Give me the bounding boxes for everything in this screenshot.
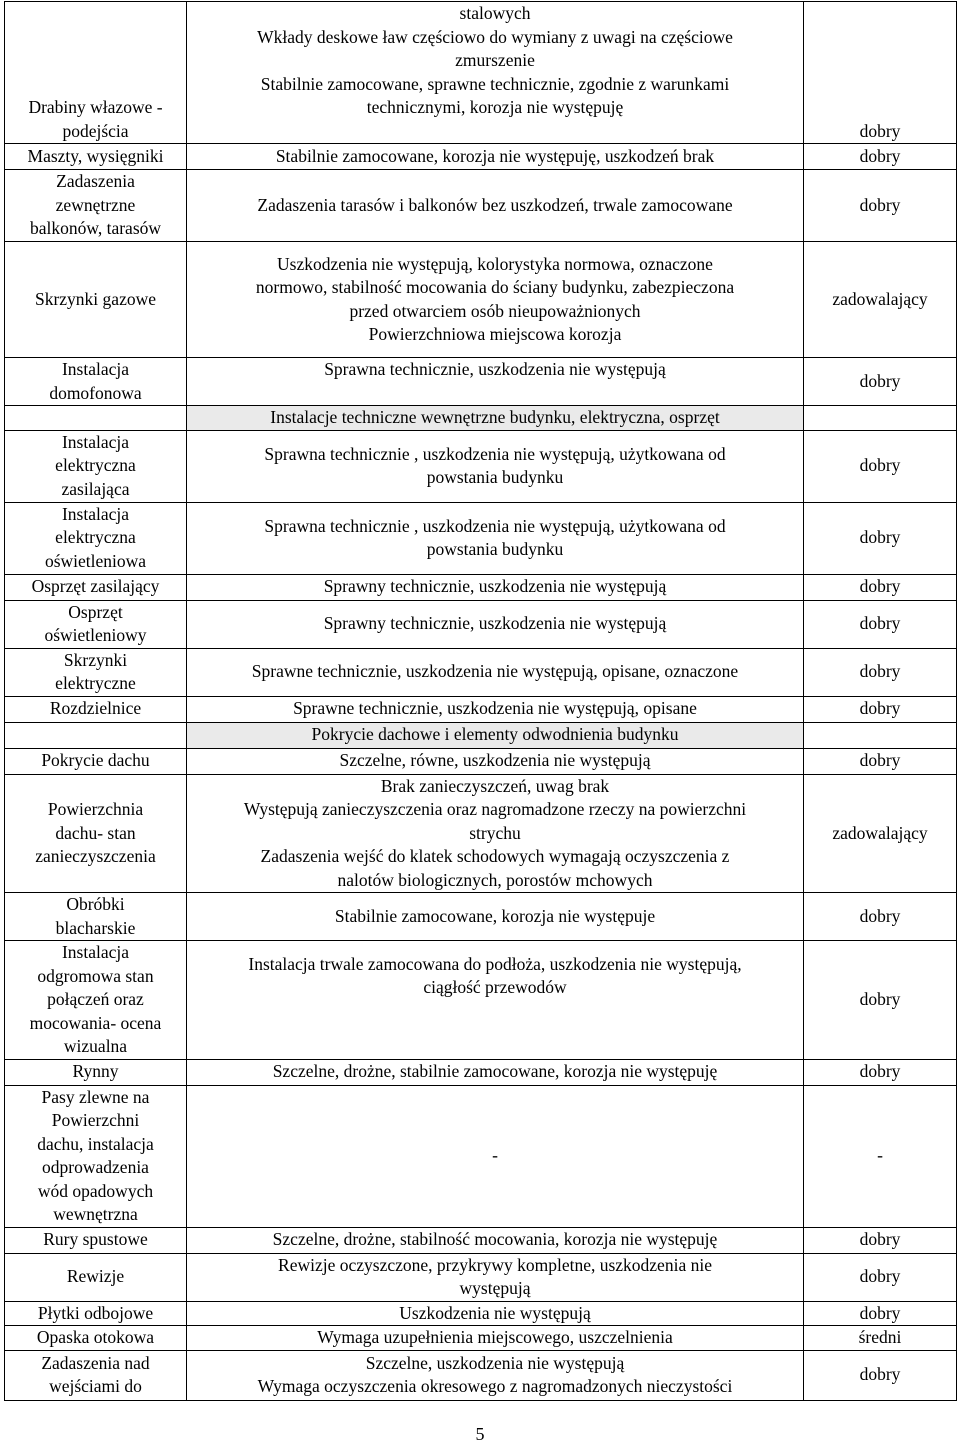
element-name-cell <box>5 2 187 144</box>
condition-description-line: Szczelne, uszkodzenia nie występują <box>365 1352 625 1373</box>
condition-rating-cell <box>804 696 957 722</box>
condition-description-line: technicznymi, korozja nie występuję <box>366 97 624 117</box>
element-name-line: Osprzęt zasilający <box>31 576 160 597</box>
table-row <box>5 1227 957 1253</box>
condition-description-cell <box>187 144 804 170</box>
element-name-line: balkonów, tarasów <box>29 218 162 239</box>
element-name-cell <box>5 1301 187 1326</box>
element-name-cell <box>5 1085 187 1227</box>
element-name-cell <box>5 502 187 574</box>
condition-description-line: Uszkodzenia nie występują <box>399 1302 591 1323</box>
condition-description-line: Sprawne technicznie, uszkodzenia nie występują, opisane, oznaczone <box>251 661 739 682</box>
condition-description-line: Sprawna technicznie , uszkodzenia nie występują, użytkowana od <box>264 443 726 464</box>
table-row <box>5 1301 957 1326</box>
element-name-line: elektryczna <box>55 455 136 476</box>
element-name-cell <box>5 941 187 1060</box>
element-name-cell <box>5 242 187 358</box>
condition-description-line: - <box>492 1145 498 1166</box>
condition-rating: zadowalający <box>832 288 928 309</box>
element-name-cell <box>5 1227 187 1253</box>
condition-rating: dobry <box>859 194 901 215</box>
empty-cell <box>804 406 957 431</box>
condition-description-line: Zadaszenia wejść do klatek schodowych wymagają oczyszczenia z <box>260 846 730 866</box>
table-row <box>5 1326 957 1351</box>
condition-description-line: Wkłady deskowe ław częściowo do wymiany z uwagi na częściowe <box>257 26 733 47</box>
condition-rating-cell <box>804 893 957 941</box>
element-name-cell <box>5 1326 187 1351</box>
condition-description-line <box>191 1023 799 1047</box>
section-title: Instalacje techniczne wewnętrzne budynku, elektryczna, osprzęt <box>187 406 804 431</box>
condition-rating-cell <box>804 242 957 358</box>
element-name-line: oświetleniowy <box>44 625 147 645</box>
element-name-line: Rynny <box>72 1061 119 1082</box>
condition-description-line: powstania budynku <box>426 467 564 487</box>
condition-description-cell <box>187 2 804 144</box>
condition-description-cell <box>187 774 804 893</box>
condition-rating: dobry <box>859 661 901 682</box>
element-name-line: odprowadzenia <box>42 1157 149 1177</box>
element-name-line: Zadaszenia nad <box>41 1352 150 1373</box>
condition-rating-cell <box>804 2 957 144</box>
condition-description-line: powstania budynku <box>426 539 564 559</box>
condition-rating: dobry <box>859 370 901 391</box>
condition-description-line: przed otwarciem osób nieupoważnionych <box>349 300 641 321</box>
condition-description-line: Sprawny technicznie, uszkodzenia nie występują <box>323 576 667 597</box>
element-name-cell <box>5 648 187 696</box>
table-row <box>5 648 957 696</box>
condition-description-cell <box>187 1350 804 1400</box>
condition-rating: dobry <box>859 1229 901 1250</box>
element-name-line: Rewizje <box>66 1266 125 1287</box>
table-row <box>5 574 957 600</box>
condition-description-cell <box>187 748 804 774</box>
page-number: 5 <box>475 1424 485 1444</box>
element-name-line: mocowania- ocena <box>29 1012 162 1033</box>
table-row <box>5 430 957 502</box>
element-name-cell <box>5 696 187 722</box>
condition-description-line: Rewizje oczyszczone, przykrywy kompletne, uszkodzenia nie <box>278 1254 712 1275</box>
table-row <box>5 748 957 774</box>
table-row <box>5 1350 957 1400</box>
condition-rating: dobry <box>859 905 901 926</box>
condition-description-line <box>191 382 799 406</box>
element-name-line: elektryczna <box>55 527 136 548</box>
element-name-line: Płytki odbojowe <box>37 1302 154 1323</box>
element-name-line: wejściami do <box>49 1376 142 1396</box>
element-name-cell <box>5 144 187 170</box>
condition-description-cell <box>187 696 804 722</box>
condition-description-line: stalowych <box>459 3 531 23</box>
condition-rating-cell <box>804 1059 957 1085</box>
condition-rating: dobry <box>859 576 901 597</box>
element-name-cell <box>5 170 187 242</box>
condition-rating: średni <box>858 1327 902 1347</box>
element-name-line: Opaska otokowa <box>36 1327 155 1347</box>
condition-rating-cell <box>804 1085 957 1227</box>
condition-rating: dobry <box>859 1266 901 1287</box>
condition-rating: dobry <box>859 1302 901 1323</box>
condition-description-cell <box>187 1059 804 1085</box>
element-name-line: Powierzchni <box>51 1110 140 1130</box>
table-row <box>5 941 957 1060</box>
inspection-table-body <box>5 2 957 1401</box>
element-name-line: podejścia <box>62 120 129 141</box>
table-row <box>5 502 957 574</box>
condition-description-line: Zadaszenia tarasów i balkonów bez uszkodzeń, trwale zamocowane <box>257 194 733 215</box>
condition-description-cell <box>187 242 804 358</box>
element-name-line: wód opadowych <box>37 1180 154 1201</box>
condition-description-line: Stabilnie zamocowane, korozja nie występuję, uszkodzeń brak <box>275 145 715 166</box>
element-name-line: Powierzchnia <box>47 799 144 819</box>
condition-description-cell <box>187 1227 804 1253</box>
condition-description-line: ciągłość przewodów <box>423 977 567 998</box>
condition-rating-cell <box>804 574 957 600</box>
element-name-cell <box>5 1059 187 1085</box>
table-row <box>5 242 957 358</box>
condition-rating: dobry <box>859 527 901 548</box>
element-name-line: połączeń oraz <box>47 989 144 1009</box>
table-row <box>5 696 957 722</box>
table-row <box>5 774 957 893</box>
condition-rating-cell <box>804 430 957 502</box>
condition-description-line: zmurszenie <box>455 50 535 70</box>
condition-description-line: Szczelne, równe, uszkodzenia nie występują <box>339 750 651 771</box>
element-name-line: blacharskie <box>55 917 136 938</box>
element-name-line: Skrzynki <box>63 649 128 670</box>
condition-rating: zadowalający <box>832 822 928 843</box>
condition-rating: dobry <box>859 1061 901 1082</box>
element-name-line: zewnętrzne <box>55 194 136 215</box>
element-name-line: wizualna <box>63 1036 128 1056</box>
condition-description-line: Brak zanieczyszczeń, uwag brak <box>380 775 610 796</box>
element-name-line: Instalacja <box>61 942 130 962</box>
element-name-line: Instalacja <box>61 503 130 524</box>
element-name-line: odgromowa stan <box>37 965 154 986</box>
element-name-cell <box>5 358 187 406</box>
table-row <box>5 1085 957 1227</box>
condition-description-line: Sprawna technicznie, uszkodzenia nie występują <box>324 359 666 379</box>
table-row <box>5 2 957 144</box>
condition-rating-cell <box>804 600 957 648</box>
table-row <box>5 600 957 648</box>
element-name-line: Obróbki <box>66 894 125 914</box>
element-name-line: Osprzęt <box>68 601 123 622</box>
condition-description-cell <box>187 358 804 406</box>
element-name-cell <box>5 748 187 774</box>
condition-rating: dobry <box>859 750 901 771</box>
element-name-line: Zadaszenia <box>56 171 135 192</box>
element-name-cell <box>5 600 187 648</box>
condition-rating-cell <box>804 1301 957 1326</box>
table-row <box>5 893 957 941</box>
condition-description-line: Stabilnie zamocowane, korozja nie występuje <box>334 905 656 926</box>
condition-description-line: Wymaga oczyszczenia okresowego z nagromadzonych nieczystości <box>257 1376 733 1396</box>
condition-rating-cell <box>804 1326 957 1351</box>
element-name-cell <box>5 1253 187 1301</box>
condition-description-cell <box>187 893 804 941</box>
element-name-line: Pasy zlewne na <box>41 1086 150 1107</box>
condition-description-line: Sprawna technicznie , uszkodzenia nie występują, użytkowana od <box>264 515 726 536</box>
condition-description-line: występują <box>459 1278 531 1298</box>
condition-rating-cell <box>804 170 957 242</box>
condition-description-line: Sprawne technicznie, uszkodzenia nie występują, opisane <box>293 698 697 719</box>
element-name-line: dachu- stan <box>55 822 136 843</box>
condition-rating-cell <box>804 1350 957 1400</box>
condition-description-line: nalotów biologicznych, porostów mchowych <box>337 869 653 890</box>
condition-rating-cell <box>804 1227 957 1253</box>
element-name-line: Pokrycie dachu <box>41 750 150 771</box>
condition-rating-cell <box>804 774 957 893</box>
condition-description-line: Szczelne, drożne, stabilność mocowania, korozja nie występuję <box>272 1229 718 1250</box>
section-title: Pokrycie dachowe i elementy odwodnienia budynku <box>187 722 804 748</box>
table-row <box>5 144 957 170</box>
element-name-line: dachu, instalacja <box>37 1133 154 1154</box>
condition-description-cell <box>187 1301 804 1326</box>
condition-rating: dobry <box>859 120 901 141</box>
section-header-row <box>5 722 957 748</box>
condition-rating: - <box>877 1145 883 1166</box>
inspection-table <box>4 1 957 1401</box>
element-name-cell <box>5 574 187 600</box>
condition-description-line: Powierzchniowa miejscowa korozja <box>368 324 622 344</box>
element-name-line: Maszty, wysięgniki <box>27 145 164 166</box>
element-name-cell <box>5 774 187 893</box>
element-name-cell <box>5 430 187 502</box>
condition-rating-cell <box>804 144 957 170</box>
element-name-line: zasilająca <box>61 478 130 499</box>
condition-description-line: Instalacja trwale zamocowana do podłoża, uszkodzenia nie występują, <box>248 953 742 974</box>
table-row <box>5 170 957 242</box>
condition-description-cell <box>187 941 804 1060</box>
element-name-line: Skrzynki gazowe <box>34 288 156 309</box>
condition-rating: dobry <box>859 989 901 1009</box>
condition-description-cell <box>187 1085 804 1227</box>
condition-description-cell <box>187 574 804 600</box>
condition-description-line: strychu <box>469 822 521 843</box>
condition-description-line: Stabilnie zamocowane, sprawne technicznie, zgodnie z warunkami <box>260 73 730 94</box>
condition-rating-cell <box>804 358 957 406</box>
table-row <box>5 358 957 406</box>
condition-rating-cell <box>804 502 957 574</box>
empty-cell <box>5 722 187 748</box>
empty-cell <box>804 722 957 748</box>
condition-description-cell <box>187 1253 804 1301</box>
element-name-line: wewnętrzna <box>53 1204 138 1224</box>
element-name-line: Rury spustowe <box>43 1229 148 1250</box>
empty-cell <box>5 406 187 431</box>
condition-rating: dobry <box>859 1364 901 1385</box>
condition-description-cell <box>187 430 804 502</box>
condition-rating-cell <box>804 941 957 1060</box>
element-name-line: domofonowa <box>49 382 142 403</box>
element-name-line: Rozdzielnice <box>49 698 142 719</box>
element-name-line: oświetleniowa <box>44 550 147 571</box>
condition-rating: dobry <box>859 455 901 476</box>
element-name-cell <box>5 893 187 941</box>
condition-description-line: Sprawny technicznie, uszkodzenia nie występują <box>323 613 667 634</box>
condition-description-line: Występują zanieczyszczenia oraz nagromadzone rzeczy na powierzchni <box>243 799 747 819</box>
condition-description-cell <box>187 600 804 648</box>
condition-description-cell <box>187 648 804 696</box>
condition-description-line: Szczelne, drożne, stabilnie zamocowane, korozja nie występuję <box>272 1061 718 1082</box>
element-name-line: Instalacja <box>61 359 130 379</box>
condition-description-cell <box>187 502 804 574</box>
condition-rating: dobry <box>859 613 901 634</box>
condition-rating: dobry <box>859 145 901 166</box>
element-name-cell <box>5 1350 187 1400</box>
element-name-line: elektryczne <box>55 673 136 693</box>
condition-rating-cell <box>804 648 957 696</box>
element-name-line: Drabiny włazowe - <box>28 97 163 117</box>
table-row <box>5 1059 957 1085</box>
element-name-line: zanieczyszczenia <box>35 846 156 866</box>
condition-rating-cell <box>804 748 957 774</box>
table-row <box>5 1253 957 1301</box>
element-name-line: Instalacja <box>61 431 130 452</box>
condition-description-line <box>191 1000 799 1024</box>
condition-rating: dobry <box>859 698 901 719</box>
condition-description-cell <box>187 1326 804 1351</box>
condition-description-line: Uszkodzenia nie występują, kolorystyka normowa, oznaczone <box>277 253 713 274</box>
condition-description-line: Wymaga uzupełnienia miejscowego, uszczelnienia <box>317 1327 673 1347</box>
condition-rating-cell <box>804 1253 957 1301</box>
condition-description-line: normowo, stabilność mocowania do ściany budynku, zabezpieczona <box>255 277 735 297</box>
condition-description-cell <box>187 170 804 242</box>
section-header-row <box>5 406 957 431</box>
